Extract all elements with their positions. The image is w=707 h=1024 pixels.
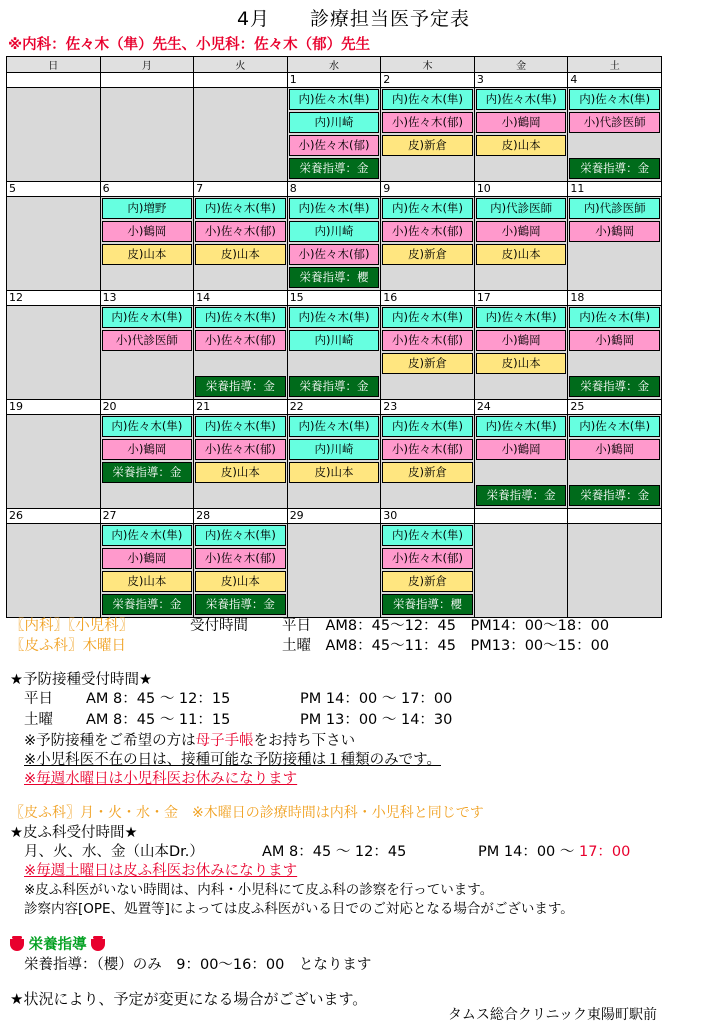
date-number: 1 — [287, 73, 381, 88]
doctor-slot-hifu: 皮)山本 — [102, 244, 193, 265]
weekday-3: 水 — [287, 57, 381, 73]
weekday-times: AM8：45～12：45 PM14：00～18：00 — [325, 618, 610, 634]
doctor-slot-naika: 内)佐々木(隼) — [476, 89, 567, 110]
schedule-row — [7, 197, 662, 291]
date-number: 12 — [7, 291, 101, 306]
vaccine-weekday-pm: PM 14：00 ～ 17：00 — [300, 691, 453, 707]
saturday-label: 土曜 — [282, 638, 311, 654]
schedule-cell — [568, 415, 662, 509]
doctor-slot-naika: 内)佐々木(隼) — [289, 416, 380, 437]
date-number: 4 — [568, 73, 662, 88]
doctor-slot-hifu: 皮)山本 — [195, 571, 286, 592]
vaccine-weekday-am: AM 8：45 ～ 12：15 — [86, 691, 231, 707]
schedule-cell — [100, 197, 194, 291]
doctor-slot-shoni: 小)佐々木(郁) — [195, 548, 286, 569]
schedule-cell — [381, 306, 475, 400]
weekday-header-row — [7, 57, 662, 73]
schedule-cell — [287, 88, 381, 182]
doctor-slot-hifu: 皮)山本 — [289, 462, 380, 483]
date-number: 26 — [7, 509, 101, 524]
schedule-row — [7, 306, 662, 400]
doctor-slot-shoni: 小)鶴岡 — [476, 330, 567, 351]
doctor-slot-eiyo: 栄養指導：金 — [195, 376, 286, 397]
clinic-name: タムス総合クリニック東陽町駅前 — [447, 1007, 657, 1023]
vaccine-heading: ★予防接種受付時間★ — [10, 672, 152, 688]
weekday-0: 日 — [7, 57, 101, 73]
schedule-calendar — [6, 56, 662, 618]
schedule-row — [7, 524, 662, 618]
schedule-cell — [568, 197, 662, 291]
doctor-slot-naika: 内)代診医師 — [569, 198, 660, 219]
date-number: 15 — [287, 291, 381, 306]
schedule-cell — [381, 415, 475, 509]
doctor-slot-naika: 内)佐々木(隼) — [195, 416, 286, 437]
weekday-label: 平日 — [282, 618, 311, 634]
date-number: 10 — [474, 182, 568, 197]
doctor-slot-shoni: 小)佐々木(郁) — [382, 439, 473, 460]
doctor-slot-eiyo: 栄養指導：金 — [289, 158, 380, 179]
schedule-cell — [381, 197, 475, 291]
doctor-slot-naika: 内)佐々木(隼) — [195, 198, 286, 219]
schedule-cell — [568, 306, 662, 400]
doctor-slot-shoni: 小)佐々木(郁) — [195, 439, 286, 460]
doctor-slot-naika: 内)川崎 — [289, 439, 380, 460]
weekday-hours — [282, 614, 609, 635]
eiyo-text: 栄養指導：（櫻）のみ 9：00～16：00 となります — [24, 957, 372, 973]
doctor-slot-shoni: 小)鶴岡 — [102, 439, 193, 460]
schedule-cell — [100, 524, 194, 618]
schedule-cell — [7, 88, 101, 182]
schedule-cell — [100, 88, 194, 182]
doctor-slot-shoni: 小)代診医師 — [102, 330, 193, 351]
doctor-slot-naika: 内)佐々木(隼) — [382, 307, 473, 328]
doctor-slot-hifu: 皮)新倉 — [382, 571, 473, 592]
doctor-slot-naika: 内)佐々木(隼) — [102, 525, 193, 546]
date-number: 13 — [100, 291, 194, 306]
schedule-cell — [100, 415, 194, 509]
doctor-slot-naika: 内)佐々木(隼) — [476, 416, 567, 437]
schedule-cell — [194, 306, 288, 400]
doctor-slot-shoni: 小)鶴岡 — [569, 330, 660, 351]
hifu-note-3: 診察内容[OPE、処置等]によっては皮ふ科医がいる日でのご対応となる場合がございます。 — [24, 901, 574, 917]
doctor-slot-shoni: 小)鶴岡 — [476, 221, 567, 242]
weekday-4: 木 — [381, 57, 475, 73]
doctor-slot-shoni: 小)佐々木(郁) — [382, 330, 473, 351]
date-number: 3 — [474, 73, 568, 88]
vaccine-saturday-label: 土曜 — [24, 712, 53, 728]
doctor-slot-eiyo: 栄養指導：櫻 — [382, 594, 473, 615]
date-number: 28 — [194, 509, 288, 524]
vaccine-note-3: ※毎週水曜日は小児科医お休みになります — [24, 771, 298, 787]
saturday-hours — [282, 634, 609, 655]
hifu-pm-end: 17：00 — [578, 844, 631, 860]
date-number: 11 — [568, 182, 662, 197]
doctor-slot-hifu: 皮)新倉 — [382, 244, 473, 265]
doctor-slot-naika: 内)佐々木(隼) — [195, 525, 286, 546]
vaccine-note-1c: をお持ち下さい — [253, 733, 356, 749]
hifu-heading-note: ※木曜日の診療時間は内科・小児科と同じです — [192, 805, 484, 821]
doctor-slot-hifu: 皮)山本 — [476, 135, 567, 156]
schedule-cell — [568, 524, 662, 618]
doctor-slot-naika: 内)代診医師 — [476, 198, 567, 219]
reception-label: 受付時間 — [190, 618, 248, 634]
eiyo-heading — [10, 933, 105, 954]
schedule-cell — [194, 524, 288, 618]
schedule-cell — [568, 88, 662, 182]
schedule-cell — [194, 197, 288, 291]
doctor-slot-blank — [289, 353, 380, 374]
hifu-heading — [10, 802, 484, 822]
saturday-times: AM8：45～11：45 PM13：00～15：00 — [325, 638, 610, 654]
weekday-1: 月 — [100, 57, 194, 73]
date-number: 23 — [381, 400, 475, 415]
naika-label: 〖内科〗 — [10, 618, 68, 634]
pot-icon — [10, 939, 24, 951]
schedule-row — [7, 88, 662, 182]
vaccine-saturday-pm: PM 13：00 ～ 14：30 — [300, 712, 453, 728]
date-number — [568, 509, 662, 524]
hifu-am: AM 8：45 ～ 12：45 — [262, 844, 407, 860]
date-number: 17 — [474, 291, 568, 306]
date-row — [7, 509, 662, 524]
schedule-cell — [287, 524, 381, 618]
doctor-slot-naika: 内)佐々木(隼) — [382, 525, 473, 546]
doctor-slot-naika: 内)佐々木(隼) — [569, 416, 660, 437]
date-row — [7, 400, 662, 415]
hifu-pm-start: PM 14：00 ～ — [478, 844, 575, 860]
schedule-cell — [194, 88, 288, 182]
doctor-slot-hifu: 皮)新倉 — [382, 135, 473, 156]
doctor-slot-shoni: 小)鶴岡 — [102, 548, 193, 569]
date-number: 30 — [381, 509, 475, 524]
doctor-slot-shoni: 小)佐々木(郁) — [382, 548, 473, 569]
vaccine-note-2: ※小児科医不在の日は、接種可能な予防接種は１種類のみです。 — [24, 752, 441, 768]
doctor-slot-shoni: 小)鶴岡 — [476, 112, 567, 133]
date-number: 20 — [100, 400, 194, 415]
hifu-reception-heading: ★皮ふ科受付時間★ — [10, 825, 138, 841]
schedule-cell — [7, 306, 101, 400]
doctor-subtitle: ※内科：佐々木（隼）先生、小児科：佐々木（郁）先生 — [8, 37, 371, 53]
doctor-slot-blank — [569, 135, 660, 156]
doctor-slot-naika: 内)川崎 — [289, 330, 380, 351]
schedule-cell — [194, 415, 288, 509]
date-number: 2 — [381, 73, 475, 88]
doctor-slot-naika: 内)佐々木(隼) — [476, 307, 567, 328]
schedule-cell — [7, 415, 101, 509]
date-number: 9 — [381, 182, 475, 197]
date-number: 27 — [100, 509, 194, 524]
doctor-slot-eiyo: 栄養指導：金 — [102, 462, 193, 483]
vaccine-note-1 — [24, 729, 355, 750]
date-number — [7, 73, 101, 88]
doctor-slot-shoni: 小)代診医師 — [569, 112, 660, 133]
doctor-slot-naika: 内)佐々木(隼) — [102, 307, 193, 328]
date-number: 5 — [7, 182, 101, 197]
doctor-slot-shoni: 小)鶴岡 — [569, 439, 660, 460]
schedule-cell — [287, 306, 381, 400]
hifu-pm — [478, 840, 630, 861]
doctor-slot-hifu: 皮)山本 — [195, 462, 286, 483]
schedule-cell — [381, 88, 475, 182]
doctor-slot-hifu: 皮)新倉 — [382, 462, 473, 483]
weekday-2: 火 — [194, 57, 288, 73]
doctor-slot-eiyo: 栄養指導：金 — [569, 158, 660, 179]
weekday-6: 土 — [568, 57, 662, 73]
vaccine-weekday-label: 平日 — [24, 691, 53, 707]
doctor-slot-naika: 内)佐々木(隼) — [195, 307, 286, 328]
hifu-days-heading: 〖皮ふ科〗月・火・水・金 — [10, 805, 178, 821]
doctor-slot-eiyo: 栄養指導：金 — [569, 485, 660, 506]
doctor-slot-naika: 内)川崎 — [289, 112, 380, 133]
doctor-slot-naika: 内)佐々木(隼) — [289, 198, 380, 219]
doctor-slot-eiyo: 栄養指導：金 — [569, 376, 660, 397]
doctor-slot-eiyo: 栄養指導：金 — [289, 376, 380, 397]
schedule-cell — [287, 197, 381, 291]
doctor-slot-hifu: 皮)山本 — [102, 571, 193, 592]
schedule-cell — [474, 88, 568, 182]
vaccine-note-1a: ※予防接種をご希望の方は — [24, 733, 196, 749]
doctor-slot-shoni: 小)佐々木(郁) — [382, 112, 473, 133]
schedule-cell — [7, 524, 101, 618]
doctor-slot-naika: 内)佐々木(隼) — [382, 89, 473, 110]
schedule-cell — [474, 415, 568, 509]
doctor-slot-naika: 内)増野 — [102, 198, 193, 219]
doctor-slot-naika: 内)佐々木(隼) — [382, 198, 473, 219]
change-notice: ★状況により、予定が変更になる場合がございます。 — [10, 990, 368, 1008]
page-title — [0, 4, 707, 31]
schedule-cell — [100, 306, 194, 400]
date-row — [7, 73, 662, 88]
date-row — [7, 291, 662, 306]
date-number — [100, 73, 194, 88]
schedule-cell — [474, 197, 568, 291]
vaccine-saturday-am: AM 8：45 ～ 11：15 — [86, 712, 231, 728]
date-number: 14 — [194, 291, 288, 306]
doctor-slot-eiyo: 栄養指導：金 — [102, 594, 193, 615]
pot-icon — [91, 939, 105, 951]
schedule-row — [7, 415, 662, 509]
schedule-cell — [7, 197, 101, 291]
weekday-5: 金 — [474, 57, 568, 73]
doctor-slot-hifu: 皮)山本 — [476, 353, 567, 374]
date-number: 22 — [287, 400, 381, 415]
doctor-slot-blank — [476, 462, 567, 483]
doctor-slot-shoni: 小)佐々木(郁) — [382, 221, 473, 242]
title-label: 診療担当医予定表 — [310, 8, 471, 30]
doctor-slot-blank — [569, 462, 660, 483]
shoni-label: 〖小児科〗 — [68, 618, 134, 634]
hifu-note-2: ※皮ふ科医がいない時間は、内科・小児科にて皮ふ科の診察を行っています。 — [24, 882, 494, 898]
doctor-slot-blank — [195, 353, 286, 374]
naika-shoni-hours — [10, 614, 133, 635]
date-number: 7 — [194, 182, 288, 197]
doctor-slot-hifu: 皮)山本 — [476, 244, 567, 265]
doctor-slot-naika: 内)佐々木(隼) — [289, 307, 380, 328]
doctor-slot-eiyo: 栄養指導：櫻 — [289, 267, 380, 288]
doctor-slot-naika: 内)川崎 — [289, 221, 380, 242]
doctor-slot-shoni: 小)鶴岡 — [102, 221, 193, 242]
month-label: 4月 — [236, 8, 271, 30]
hifu-days: 月、火、水、金（山本Dr.） — [24, 844, 204, 860]
schedule-cell — [474, 306, 568, 400]
doctor-slot-naika: 内)佐々木(隼) — [102, 416, 193, 437]
doctor-slot-shoni: 小)佐々木(郁) — [289, 244, 380, 265]
date-number — [474, 509, 568, 524]
date-number: 25 — [568, 400, 662, 415]
doctor-slot-naika: 内)佐々木(隼) — [569, 89, 660, 110]
doctor-slot-blank — [569, 353, 660, 374]
vaccine-note-1b: 母子手帳 — [195, 733, 254, 749]
doctor-slot-shoni: 小)鶴岡 — [569, 221, 660, 242]
date-number: 8 — [287, 182, 381, 197]
date-number: 19 — [7, 400, 101, 415]
date-number: 24 — [474, 400, 568, 415]
doctor-slot-eiyo: 栄養指導：金 — [476, 485, 567, 506]
doctor-slot-shoni: 小)佐々木(郁) — [195, 221, 286, 242]
eiyo-heading-label: 栄養指導 — [28, 937, 87, 953]
date-number: 18 — [568, 291, 662, 306]
hifu-thursday-label: 〖皮ふ科〗木曜日 — [10, 638, 126, 654]
date-number — [194, 73, 288, 88]
doctor-slot-naika: 内)佐々木(隼) — [569, 307, 660, 328]
schedule-cell — [381, 524, 475, 618]
doctor-slot-eiyo: 栄養指導：金 — [195, 594, 286, 615]
date-row — [7, 182, 662, 197]
doctor-slot-naika: 内)佐々木(隼) — [289, 89, 380, 110]
date-number: 29 — [287, 509, 381, 524]
schedule-cell — [474, 524, 568, 618]
date-number: 16 — [381, 291, 475, 306]
doctor-slot-hifu: 皮)山本 — [195, 244, 286, 265]
doctor-slot-shoni: 小)佐々木(郁) — [195, 330, 286, 351]
hifu-note-1: ※毎週土曜日は皮ふ科医お休みになります — [24, 863, 298, 879]
doctor-slot-shoni: 小)佐々木(郁) — [289, 135, 380, 156]
date-number: 21 — [194, 400, 288, 415]
doctor-slot-naika: 内)佐々木(隼) — [382, 416, 473, 437]
schedule-cell — [287, 415, 381, 509]
doctor-slot-shoni: 小)鶴岡 — [476, 439, 567, 460]
date-number: 6 — [100, 182, 194, 197]
doctor-slot-hifu: 皮)新倉 — [382, 353, 473, 374]
